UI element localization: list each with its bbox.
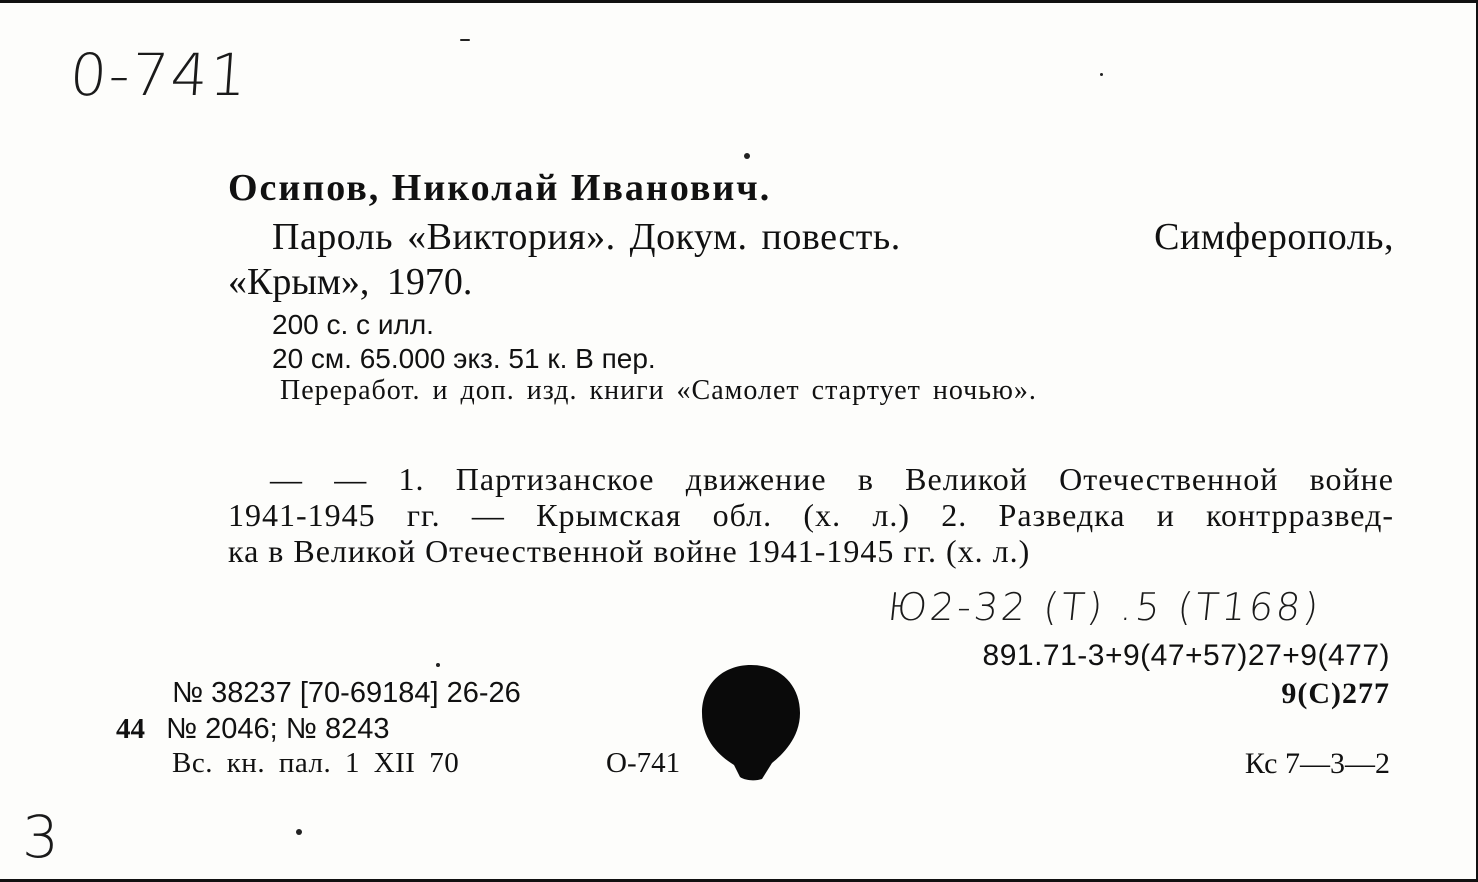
ink-speck — [460, 39, 470, 41]
ink-speck — [1100, 73, 1103, 76]
registration-line-3: Вс. кн. пал. 1 XII 70 — [172, 747, 460, 779]
kc-code: Кс 7—3—2 — [1244, 747, 1390, 780]
registration-line-2: № 2046; № 8243 — [166, 713, 390, 745]
edition-note: Переработ. и доп. изд. книги «Самолет стартует ночью». — [280, 375, 1037, 406]
pages-info: 200 с. с илл. — [272, 309, 434, 340]
card-number: О-741 — [606, 747, 681, 779]
publisher-year: «Крым», 1970. — [228, 261, 473, 303]
title-line-1: Пароль «Виктория». Докум. повесть. — [272, 216, 901, 258]
subject-line-3: ка в Великой Отечественной войне 1941-1945 гг. (х. л.) — [228, 533, 1031, 569]
ink-speck — [296, 829, 302, 835]
subject-line-1: — — 1. Партизанское движение в Великой Отечественной войне — [270, 461, 1394, 497]
ink-speck — [744, 153, 750, 159]
registration-prefix: 44 — [116, 713, 145, 745]
class-code: 9(С)277 — [1281, 677, 1390, 710]
punch-hole-icon — [700, 663, 802, 783]
publication-place: Симферополь, — [1154, 216, 1394, 258]
classification-index: 891.71-3+9(47+57)27+9(477) — [982, 639, 1390, 672]
handwritten-call-number: 0-741 — [67, 41, 251, 109]
handwritten-classification: Ю2-32 (Т) .5 (Т168) — [885, 585, 1324, 629]
author-name: Осипов, Николай Иванович. — [228, 167, 772, 209]
subject-line-2: 1941-1945 гг. — Крымская обл. (х. л.) 2. Разведка и контрразвед- — [228, 497, 1394, 533]
handwritten-corner-mark: 3 — [22, 803, 59, 871]
registration-line-1: № 38237 [70-69184] 26-26 — [172, 677, 521, 709]
subject-headings — [228, 461, 1394, 569]
dimensions-info: 20 см. 65.000 экз. 51 к. В пер. — [272, 343, 656, 374]
ink-speck — [436, 663, 440, 667]
